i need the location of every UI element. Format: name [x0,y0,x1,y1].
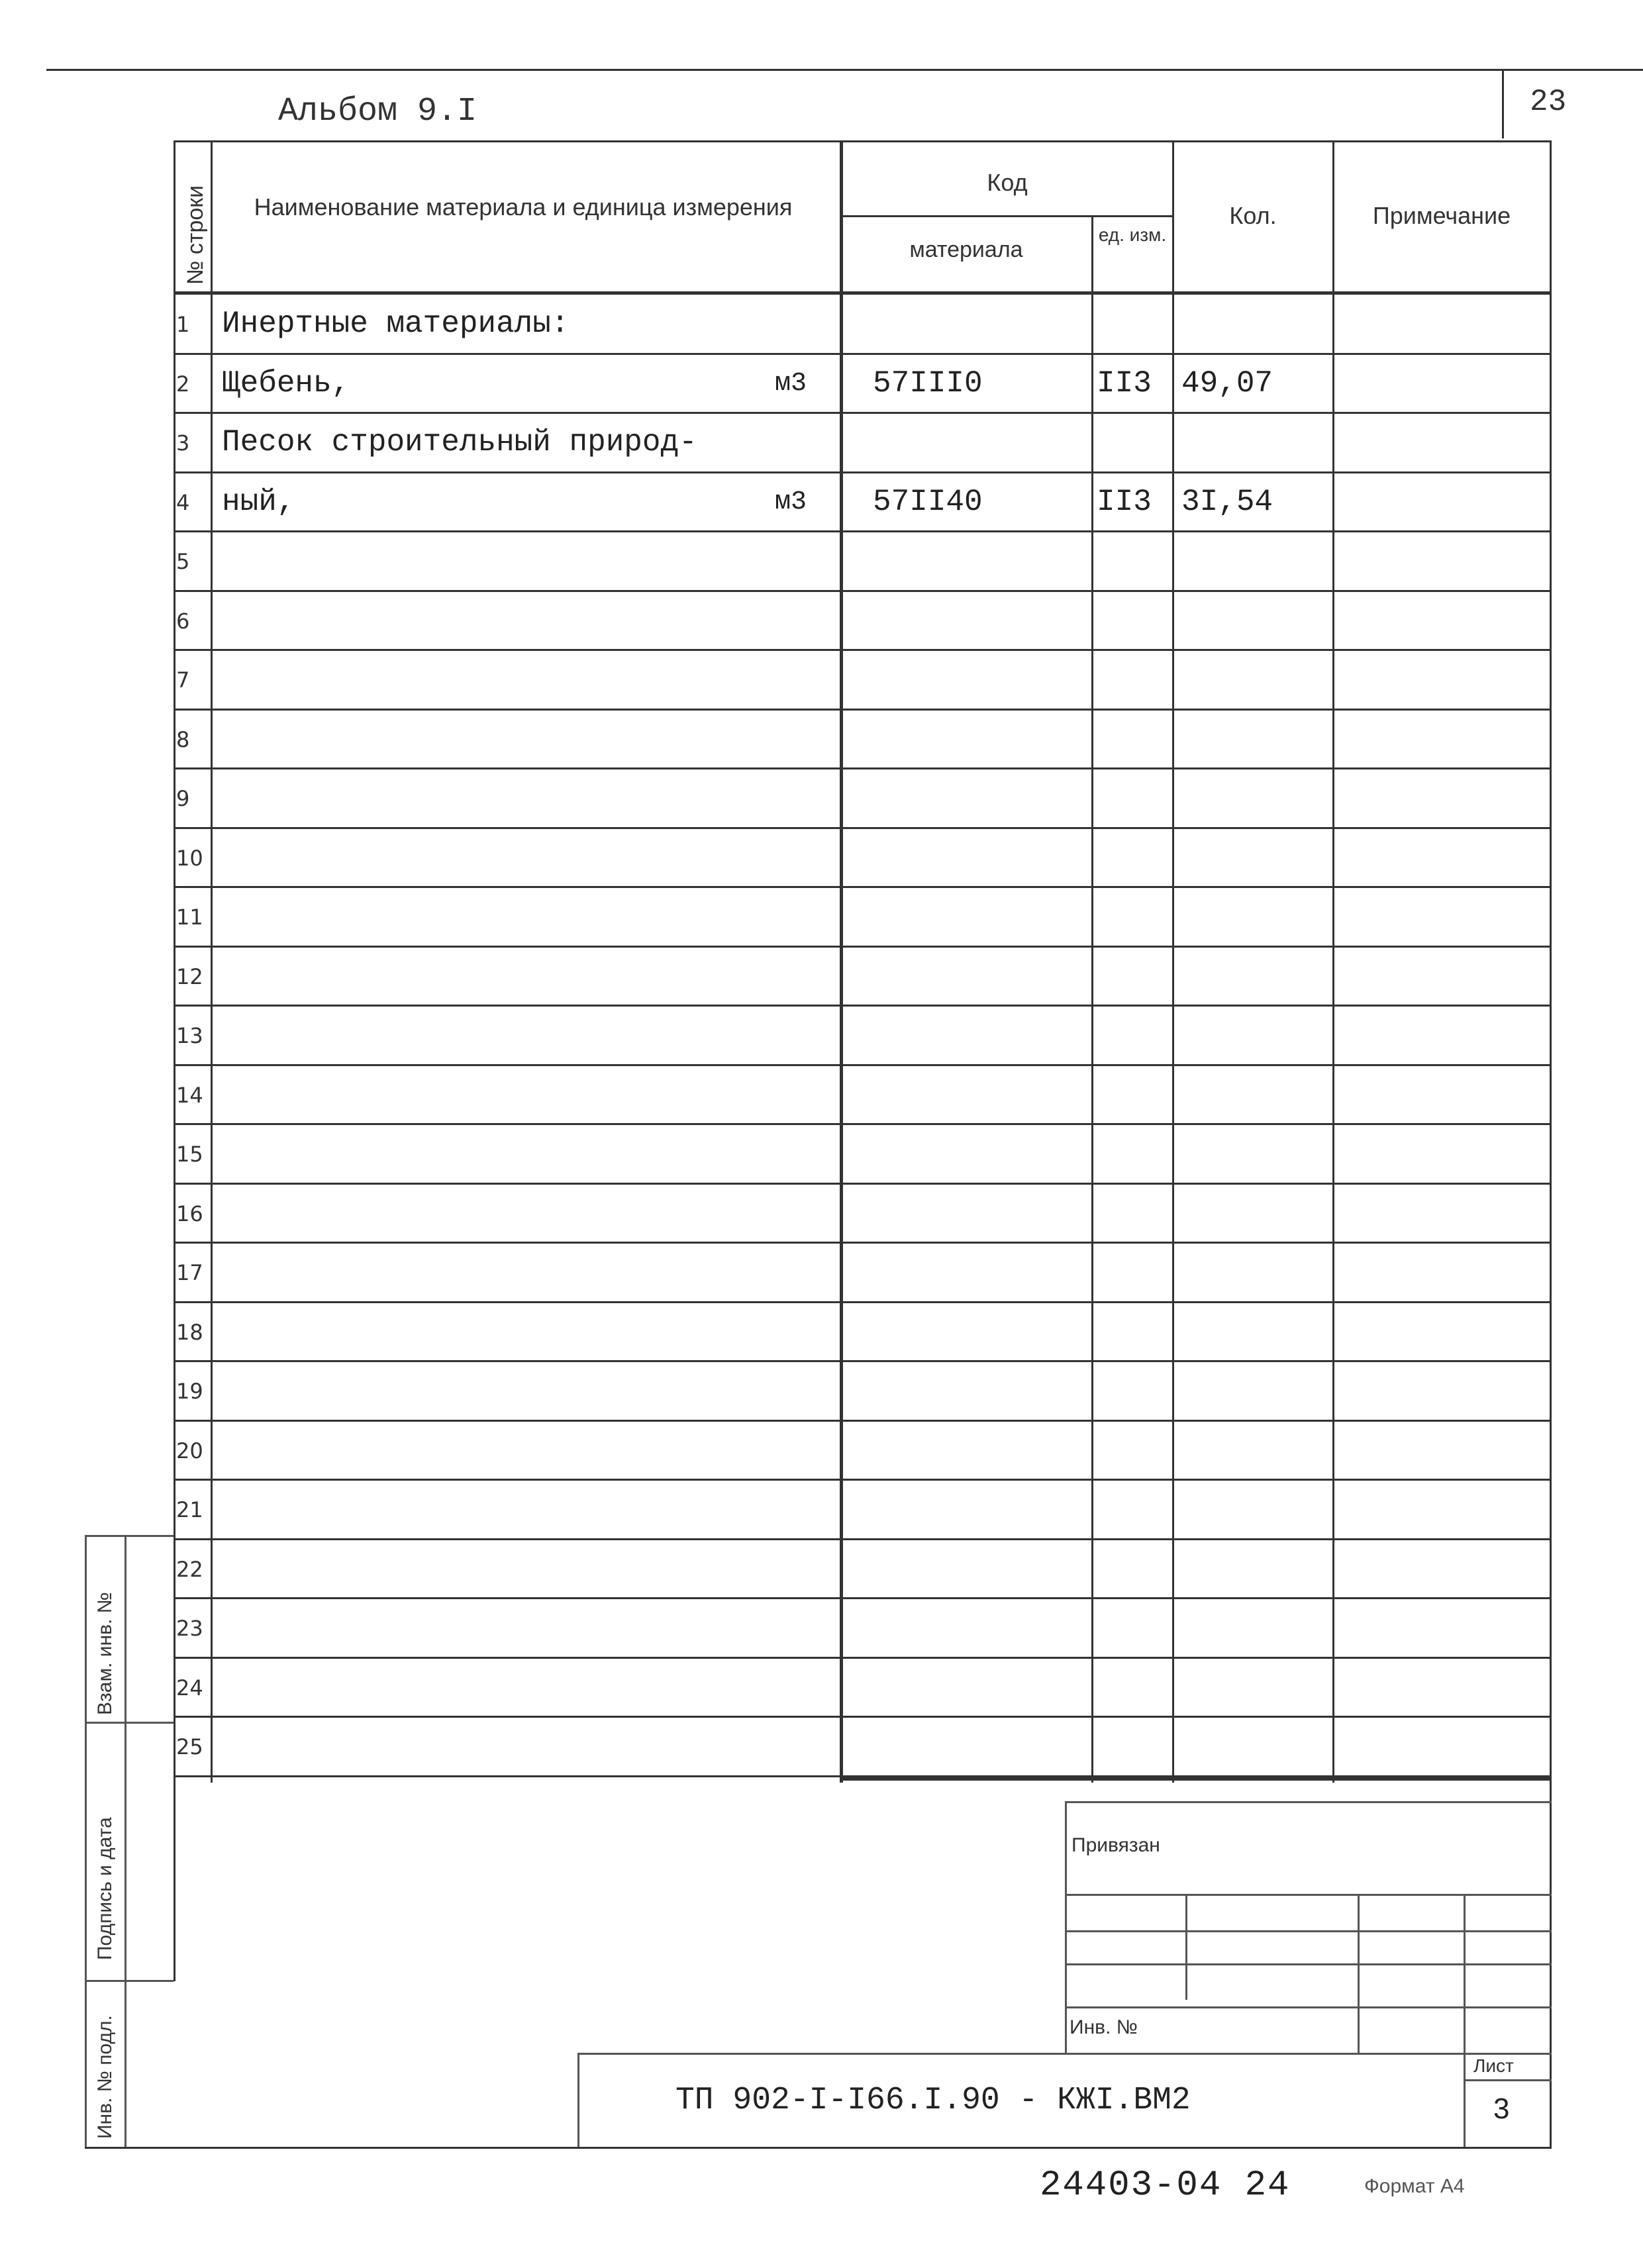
album-label: Альбом 9.I [278,93,477,130]
unit-label: м3 [775,487,807,517]
row-number: 23 [176,1616,203,1641]
header-code: Код [987,169,1028,196]
header-material: материала [909,237,1023,262]
row-number: 15 [176,1142,203,1167]
cell-unit: II3 [1097,366,1152,401]
tb-col-line-2 [1358,1894,1360,2053]
row-divider-line [174,590,1552,592]
stamp-line-3 [85,1980,174,1982]
stamp-left-border [85,1535,87,2147]
col-divider-unit [1172,140,1174,1783]
tb-left-line [1065,1801,1067,2053]
row-number: 2 [176,371,190,397]
row-divider-line [174,1420,1552,1422]
row-number: 6 [176,609,190,634]
row-divider-line [174,767,1552,769]
designation-top-line [577,2053,1552,2055]
list-number: 3 [1493,2093,1510,2125]
list-label: Лист [1473,2055,1514,2076]
col-divider-rowno [211,140,213,1783]
page-number-divider [1502,69,1504,138]
header-unit: ед. изм. [1098,224,1167,245]
row-divider-line [174,1360,1552,1362]
table-bottom-line [840,1777,1552,1781]
table-right-border [1550,140,1552,2147]
tb-row-line-4 [1065,2006,1552,2008]
code-subheader-line [840,215,1173,217]
stamp-inv-podl: Инв. № подл. [94,2015,116,2139]
header-note: Примечание [1372,202,1511,229]
row-number: 4 [176,490,190,515]
cell-unit: II3 [1097,485,1152,519]
row-divider-line [174,827,1552,829]
tb-privyazan: Привязан [1071,1834,1160,1856]
row-divider-line [174,946,1552,948]
row-divider-line [174,1064,1552,1066]
row-divider-line [174,649,1552,651]
row-number: 13 [176,1023,203,1048]
tb-top-line [1065,1801,1552,1803]
row-divider-line [174,353,1552,355]
stamp-mid-border [124,1535,126,2147]
tb-col-line-1 [1185,1894,1187,2000]
cell-code: 57II40 [873,485,983,519]
designation-text: ТП 902-I-I66.I.90 - КЖI.ВМ2 [675,2083,1191,2118]
row-divider-line [174,1005,1552,1007]
header-qty: Кол. [1229,202,1277,229]
row-number: 9 [176,786,190,811]
footer-format: Формат А4 [1364,2175,1465,2197]
row-number: 5 [176,549,190,574]
row-number: 12 [176,964,203,989]
row-number: 8 [176,727,190,752]
row-divider-line [174,1242,1552,1244]
stamp-vzam-inv: Взам. инв. № [94,1592,116,1715]
cell-qty: 49,07 [1181,366,1273,401]
col-divider-name [840,140,843,1783]
tb-inv-no: Инв. № [1070,2016,1138,2038]
row-number: 19 [176,1379,203,1404]
header-row-no: № строки [183,185,208,285]
table-top-border [174,140,1552,142]
header-bottom-line [174,291,1552,295]
row-number: 21 [176,1497,203,1522]
stamp-podpis-data: Подпись и дата [94,1817,116,1960]
row-number: 24 [176,1675,203,1701]
page-number: 23 [1530,85,1567,119]
row-divider-line [174,471,1552,473]
row-divider-line [174,1716,1552,1718]
material-name: Песок строительный природ- [222,425,697,460]
row-number: 14 [176,1083,203,1108]
row-number: 25 [176,1734,203,1759]
row-number: 18 [176,1320,203,1345]
row-divider-line [174,886,1552,888]
row-number: 11 [176,905,203,930]
row-divider-line [174,709,1552,711]
footer-doc-number: 24403-04 24 [1040,2165,1291,2206]
row-divider-line [174,1479,1552,1481]
tb-row-line-1 [1065,1894,1552,1896]
col-divider-qty [1332,140,1334,1783]
row-divider-line [174,1597,1552,1599]
row-number: 1 [176,312,190,337]
row-number: 16 [176,1201,203,1226]
material-name: Инертные материалы: [222,307,570,341]
row-divider-line [174,1538,1552,1540]
row-divider-line [174,412,1552,414]
designation-left-line [577,2053,579,2147]
row-number: 20 [176,1438,203,1463]
row-divider-line [174,1123,1552,1125]
row-number: 7 [176,667,190,693]
row-number: 17 [176,1260,203,1285]
unit-label: м3 [775,369,807,399]
row-number: 10 [176,846,203,871]
material-name: ный, [222,485,295,519]
cell-code: 57III0 [873,366,983,401]
col-divider-material [1091,215,1093,1783]
tb-row-line-2 [1065,1930,1552,1932]
top-border-line [46,69,1643,71]
stamp-line-1 [85,1535,174,1537]
page-bottom-border [85,2147,1552,2149]
row-number: 22 [176,1557,203,1582]
row-divider-line [174,1301,1552,1303]
material-name: Щебень, [222,366,350,401]
tb-row-line-3 [1065,1963,1552,1965]
row-divider-line [174,1183,1552,1185]
cell-qty: 3I,54 [1181,485,1273,519]
table-left-border [174,140,175,1981]
tb-col-line-3 [1464,1894,1466,2147]
header-name: Наименование материала и единица измерения [254,193,793,221]
list-divider-line [1464,2079,1552,2081]
row-number: 3 [176,430,190,456]
stamp-line-2 [85,1722,174,1724]
row-divider-line [174,1657,1552,1659]
row-divider-line [174,530,1552,532]
